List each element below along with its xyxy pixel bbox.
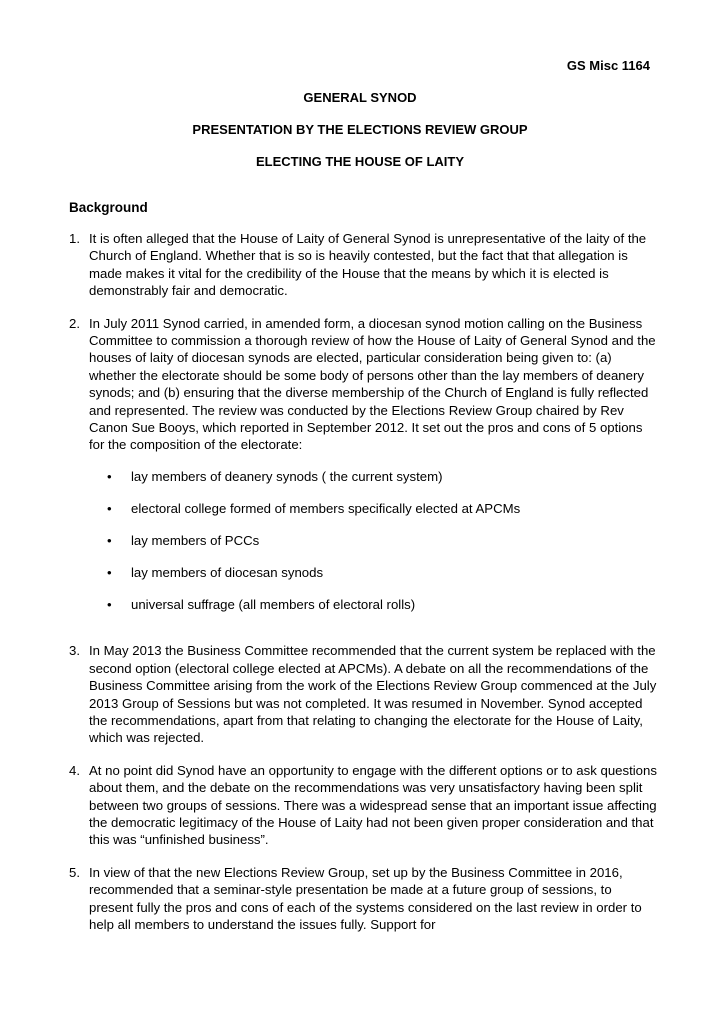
paragraph-1 (69, 230, 659, 300)
paragraph-text: In view of that the new Elections Review Group, set up by the Business Committee in 2016, recommended that a seminar-style presentation be made at a future group of sessions, to present fully the pros and cons of each of the systems considered on the last review in order to help all members to understand the issues fully. Support for (89, 864, 642, 932)
list-item-text: lay members of deanery synods ( the current system) (131, 468, 443, 484)
heading-presentation: PRESENTATION BY THE ELECTIONS REVIEW GROUP (192, 122, 528, 137)
paragraph-number: 1. (69, 231, 80, 246)
bullet-icon: • (107, 564, 112, 580)
body-text (69, 230, 659, 948)
paragraph-text: It is often alleged that the House of Laity of General Synod is unrepresentative of the laity of the Church of England. Whether that is so is heavily contested, but the fact that that allegation is made makes it vital for the credibility of the House that the means by which it is elected is demonstrably fair and democratic. (89, 231, 647, 299)
document-reference: GS Misc 1164 (566, 58, 650, 73)
list-item (89, 500, 659, 517)
list-item-text: universal suffrage (all members of electoral rolls) (131, 596, 416, 612)
bullet-icon: • (107, 500, 112, 516)
list-item-text: lay members of diocesan synods (131, 564, 324, 580)
paragraph-number: 4. (69, 762, 80, 778)
list-item (89, 468, 659, 485)
list-item-text: lay members of PCCs (131, 532, 260, 548)
bullet-icon: • (107, 596, 112, 612)
heading-general-synod: GENERAL SYNOD (303, 90, 417, 105)
paragraph-number: 3. (69, 643, 80, 659)
paragraph-text: In May 2013 the Business Committee recommended that the current system be replaced with the second option (electoral college elected at APCMs). A debate on all the recommendations of the Business Committee arising from the work of the Elections Review Group commenced at the July 2013 Group of Sessions but was not completed. It was resumed in November. Synod accepted the recommendations, apart from that relating to changing the electorate for the House of Laity, which was rejected. (89, 643, 657, 746)
electorate-options-list (89, 468, 659, 613)
bullet-icon: • (107, 532, 112, 548)
paragraph-5 (69, 864, 659, 934)
paragraph-text: In July 2011 Synod carried, in amended form, a diocesan synod motion calling on the Business Committee to commission a thorough review of how the House of Laity of General Synod and the houses of laity of diocesan synods are elected, particular consideration being given to: (a) whether the electorate should be some body of persons other than the lay members of deanery synods; and (b) ensuring that the diverse membership of the Church of England is fully reflected and represented. The review was conducted by the Elections Review Group chaired by Rev Canon Sue Booys, which reported in September 2012. It set out the pros and cons of 5 options for the composition of the electorate: (89, 315, 656, 453)
bullet-icon: • (107, 468, 112, 484)
paragraph-3 (69, 642, 659, 746)
section-title-background: Background (69, 200, 148, 215)
paragraph-4 (69, 762, 659, 849)
list-item-text: electoral college formed of members specifically elected at APCMs (131, 500, 521, 516)
list-item (89, 564, 659, 581)
heading-electing-house: ELECTING THE HOUSE OF LAITY (255, 154, 464, 169)
paragraph-number: 2. (69, 315, 80, 331)
paragraph-2 (69, 315, 659, 628)
paragraph-text: At no point did Synod have an opportunity to engage with the different options or to ask questions about them, and the debate on the recommendations was very unsatisfactory having been split between two groups of sessions. There was a widespread sense that an important issue affecting the democratic legitimacy of the House of Laity had not been given proper consideration and that this was “unfinished business”. (89, 762, 657, 848)
list-item (89, 596, 659, 613)
paragraph-number: 5. (69, 864, 80, 880)
list-item (89, 532, 659, 549)
